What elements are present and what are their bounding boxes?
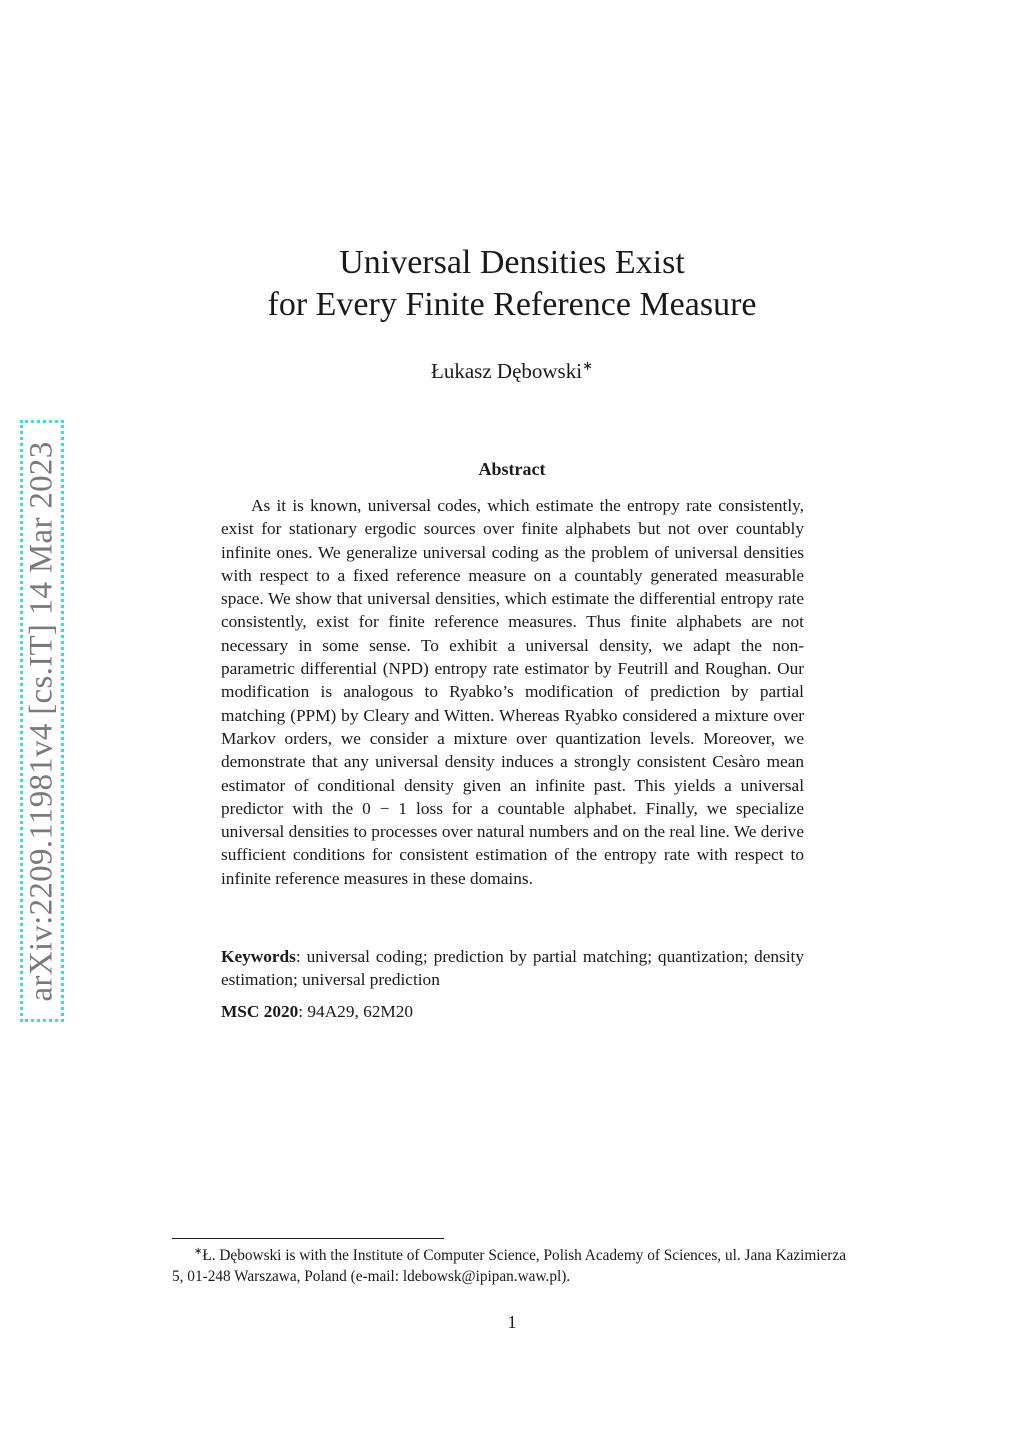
author-footnote	[172, 1241, 856, 1287]
author-footnote-mark[interactable]: ∗	[582, 358, 593, 373]
msc-paragraph	[221, 1000, 804, 1023]
keywords-label: Keywords	[221, 947, 296, 966]
page-number: 1	[507, 1312, 517, 1332]
msc-label: MSC 2020	[221, 1002, 299, 1021]
author-line	[0, 358, 1024, 384]
title-line-2: for Every Finite Reference Measure	[267, 286, 757, 323]
arxiv-identifier[interactable]: arXiv:2209.11981v4 [cs.IT] 14 Mar 2023	[23, 440, 60, 1002]
footnote-mark: ∗	[194, 1246, 203, 1257]
abstract-heading: Abstract	[478, 459, 546, 479]
footnote-text: Ł. Dębowski is with the Institute of Computer Science, Polish Academy of Sciences, ul. Jana Kazimierza 5, 01-248 Warszawa, Poland (e-mail: ldebowsk@ipipan.waw.pl).	[172, 1247, 846, 1286]
abstract-text: As it is known, universal codes, which estimate the entropy rate consistently, exist for stationary ergodic sources over finite alphabets but not over countably infinite ones. We generalize universal coding as the problem of universal densities with respect to a fixed reference measure on a countably generated measurable space. We show that universal densities, which estimate the differential entropy rate consistently, exist for finite reference measures. Thus finite alphabets are not necessary in some sense. To exhibit a universal density, we adapt the non-parametric differential (NPD) entropy rate estimator by Feutrill and Roughan. Our modification is analogous to Ryabko’s modification of prediction by partial matching (PPM) by Cleary and Witten. Whereas Ryabko considered a mixture over Markov orders, we consider a mixture over quantization levels. Moreover, we demonstrate that any universal density induces a strongly consistent Cesàro mean estimator of conditional density given an infinite past. This yields a universal predictor with the 0 − 1 loss for a countable alphabet. Finally, we specialize universal densities to processes over natural numbers and on the real line. We derive sufficient conditions for consistent estimation of the entropy rate with respect to infinite reference measures in these domains.	[221, 496, 804, 888]
msc-text: : 94A29, 62M20	[298, 1002, 414, 1021]
title-line-1: Universal Densities Exist	[339, 244, 685, 281]
keywords-text: : universal coding; prediction by partial matching; quantization; density estimation; universal prediction	[221, 947, 804, 990]
paper-title	[0, 242, 1024, 326]
author-name: Łukasz Dębowski	[431, 359, 583, 383]
footnote-divider	[172, 1238, 444, 1239]
keywords-paragraph	[221, 945, 804, 992]
arxiv-side-stamp	[20, 420, 64, 1022]
